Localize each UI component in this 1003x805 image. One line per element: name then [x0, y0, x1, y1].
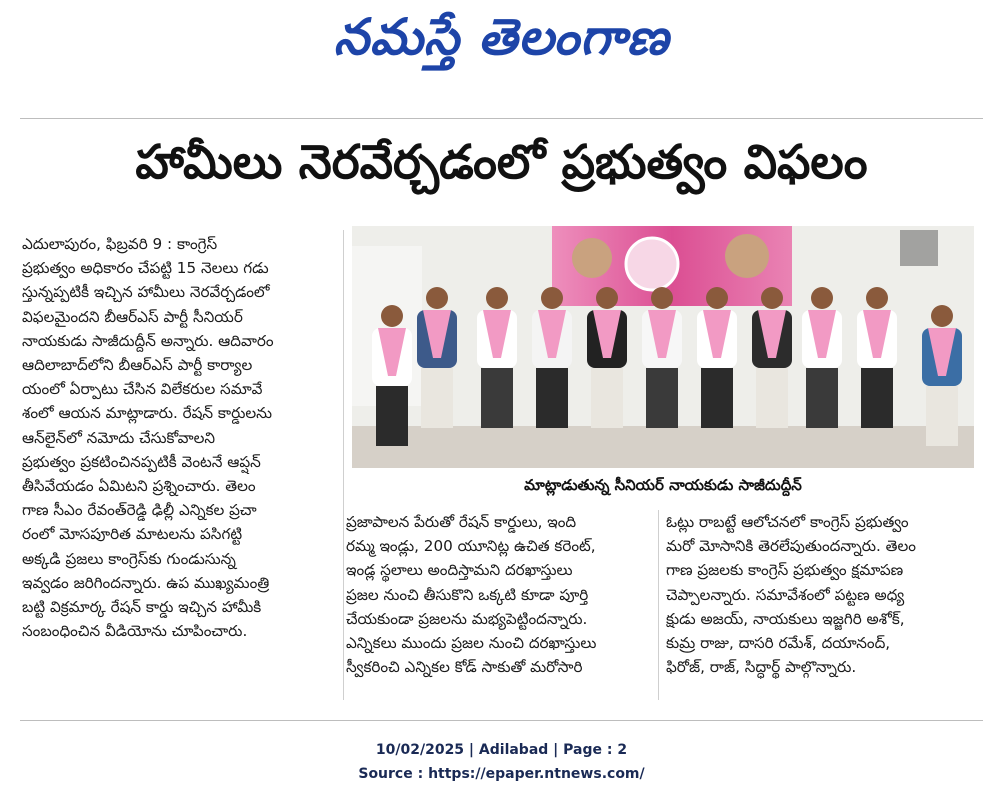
article-line: విఫలమైందని బీఆర్ఎస్ పార్టీ సీనియర్	[22, 307, 243, 326]
article-line: స్వీకరించి ఎన్నికల కోడ్ సాకుతో మరోసారి	[346, 658, 583, 677]
article-line: ప్రజాపాలన పేరుతో రేషన్ కార్డులు, ఇంది	[346, 513, 577, 531]
photo-caption: మాట్లాడుతున్న సీనియర్ నాయకుడు సాజీదుద్దీన్	[524, 476, 802, 494]
article-line: శంలో ఆయన మాట్లాడారు. రేషన్ కార్డులను	[22, 404, 273, 423]
article-line: ప్రజల నుంచి తీసుకొని ఒక్కటి కూడా పూర్తి	[346, 585, 589, 604]
footer-date-line: 10/02/2025 | Adilabad | Page : 2	[375, 742, 628, 758]
column-divider	[343, 230, 344, 700]
article-line: ఫిరోజ్, రాజ్, సిద్ధార్థ్ పాల్గొన్నారు.	[666, 658, 857, 677]
article-line: సంబంధించిన వీడియోను చూపించారు.	[22, 622, 248, 641]
article-line: గాణ ప్రజలకు కాంగ్రెస్ ప్రభుత్వం క్షమాపణ	[666, 561, 904, 580]
article-column-1	[22, 232, 337, 643]
article-line: క్షుడు అజయ్, నాయకులు ఇజ్జగిరి అశోక్,	[666, 609, 905, 628]
top-rule	[20, 118, 983, 119]
column-divider	[658, 510, 659, 700]
article-line: ఓట్లు రాబట్టే ఆలోచనలో కాంగ్రెస్ ప్రభుత్వం	[666, 513, 909, 531]
masthead	[0, 6, 1003, 68]
article-line: ఆన్‌లైన్‌లో నమోదు చేసుకోవాలని	[22, 428, 216, 447]
article-column-3	[666, 510, 976, 679]
article-line: మరో మోసానికి తెరలేపుతుందన్నారు. తెలం	[666, 537, 916, 556]
bottom-rule	[20, 720, 983, 721]
article-line: అక్కడి ప్రజలు కాంగ్రెస్‌కు గుండుసున్న	[22, 549, 236, 568]
article-line: ప్రభుత్వం అధికారం చేపట్టి 15 నెలలు గడు	[22, 259, 269, 278]
article-line: ప్రభుత్వం ప్రకటించినప్పటికీ వెంటనే ఆప్షన్	[22, 452, 261, 471]
article-line: యంలో ఏర్పాటు చేసిన విలేకరుల సమావే	[22, 380, 263, 399]
article-line: ఆదిలాబాద్‌లోని బీఆర్ఎస్ పార్టీ కార్యాల	[22, 356, 253, 375]
article-line: తీసివేయడం ఏమిటని ప్రశ్నించారు. తెలం	[22, 477, 256, 496]
article-line: ఇండ్ల స్థలాలు అందిస్తామని దరఖాస్తులు	[346, 561, 573, 580]
article-line: రమ్మ ఇండ్లు, 200 యూనిట్ల ఉచిత కరెంట్,	[346, 537, 596, 556]
article-line: చెప్పాలన్నారు. సమావేశంలో పట్టణ అధ్య	[666, 585, 905, 604]
article-line: ఇవ్వడం జరిగిందన్నారు. ఉప ముఖ్యమంత్రి	[22, 573, 270, 592]
photo-illustration	[352, 226, 974, 468]
article-line: ఎన్నికలు ముందు ప్రజల నుంచి దరఖాస్తులు	[346, 634, 597, 653]
article-line: స్తున్నప్పటికీ ఇచ్చిన హామీలు నెరవేర్చడంలో	[22, 283, 270, 302]
masthead-title: నమస్తే తెలంగాణ	[333, 8, 670, 66]
article-line: చేయకుండా ప్రజలను మభ్యపెట్టిందన్నారు.	[346, 609, 588, 628]
footer-source-line: Source : https://epaper.ntnews.com/	[358, 766, 645, 782]
headline: హామీలు నెరవేర్చడంలో ప్రభుత్వం విఫలం	[135, 135, 868, 190]
article-line: బట్టి విక్రమార్క రేషన్ కార్డు ఇచ్చిన హామీకి	[22, 598, 262, 617]
article-line: రంలో మోసపూరిత మాటలను పసిగట్టి	[22, 525, 243, 544]
article-line: ఎదులాపురం, ఫిబ్రవరి 9 : కాంగ్రెస్	[22, 235, 218, 253]
article-column-2	[346, 510, 651, 679]
news-photo	[352, 226, 974, 468]
article-line: కుమ్ర రాజు, దాసరి రమేశ్, దయానంద్,	[666, 634, 891, 653]
article-line: నాయకుడు సాజీదుద్దీన్ అన్నారు. ఆదివారం	[22, 331, 274, 350]
article-line: గాణ సీఎం రేవంత్‌రెడ్డి ఢిల్లీ ఎన్నికల ప్రచా	[22, 501, 257, 520]
